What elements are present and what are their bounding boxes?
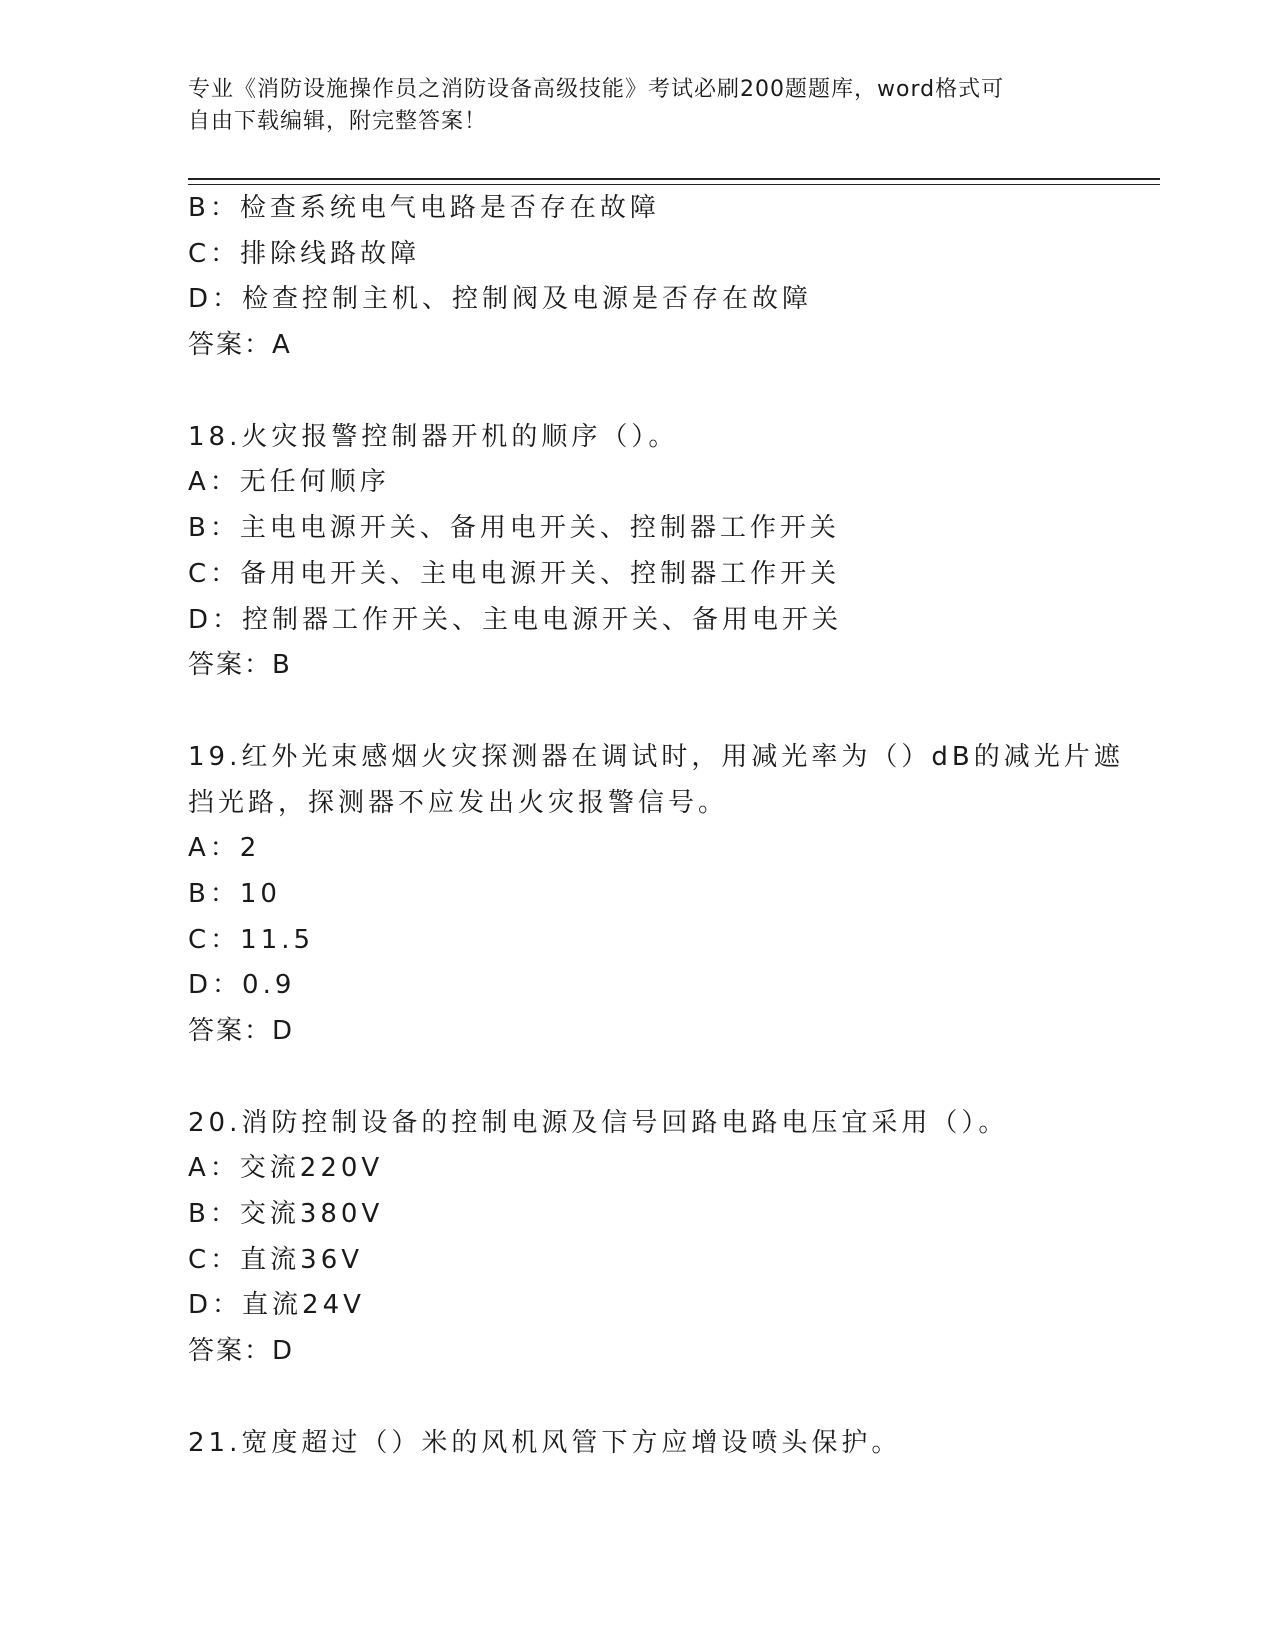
option-d: D：检查控制主机、控制阀及电源是否存在故障 [188,284,813,315]
question-stem: 20.消防控制设备的控制电源及信号回路电路电压宜采用（）。 [188,1107,1009,1138]
option-d: D：0.9 [188,970,296,1001]
spacer [188,1375,1188,1421]
answer-line: 答案：B [188,650,292,681]
option-b: B：10 [188,878,281,909]
question-list [188,186,1188,1467]
question-17-continuation [188,186,1188,369]
option-c: C：直流36V [188,1244,364,1275]
option-c: C：排除线路故障 [188,238,421,269]
option-c: C：11.5 [188,924,315,955]
option-b: B：主电电源开关、备用电开关、控制器工作开关 [188,513,840,544]
option-a: A：2 [188,833,261,864]
question-stem: 21.宽度超过（）米的风机风管下方应增设喷头保护。 [188,1427,902,1458]
option-b: B：检查系统电气电路是否存在故障 [188,193,660,223]
question-stem-line-1: 19.红外光束感烟火灾探测器在调试时，用减光率为（）dB的减光片遮 [188,741,1124,772]
spacer [188,1055,1188,1101]
document-header [188,74,1088,138]
option-c: C：备用电开关、主电电源开关、控制器工作开关 [188,558,841,589]
question-19 [188,735,1188,1055]
option-d: D：控制器工作开关、主电电源开关、备用电开关 [188,604,843,635]
question-21 [188,1421,1188,1467]
answer-line: 答案：D [188,1336,295,1367]
spacer [188,369,1188,415]
question-stem-line-2: 挡光路，探测器不应发出火灾报警信号。 [188,787,729,818]
question-18 [188,415,1188,689]
option-a: A：无任何顺序 [188,467,390,498]
spacer [188,689,1188,735]
question-20 [188,1101,1188,1375]
answer-line: 答案：A [188,330,292,361]
question-stem: 18.火灾报警控制器开机的顺序（）。 [188,421,679,452]
answer-line: 答案：D [188,1016,295,1046]
option-d: D：直流24V [188,1290,365,1321]
header-title-line-2: 自由下载编辑，附完整答案！ [188,109,488,134]
header-title-line-1: 专业《消防设施操作员之消防设备高级技能》考试必刷200题题库，word格式可 [188,77,1005,102]
header-divider-thick [188,178,1160,180]
option-a: A：交流220V [188,1153,384,1184]
option-b: B：交流380V [188,1199,384,1230]
header-divider-thin [188,184,1160,185]
